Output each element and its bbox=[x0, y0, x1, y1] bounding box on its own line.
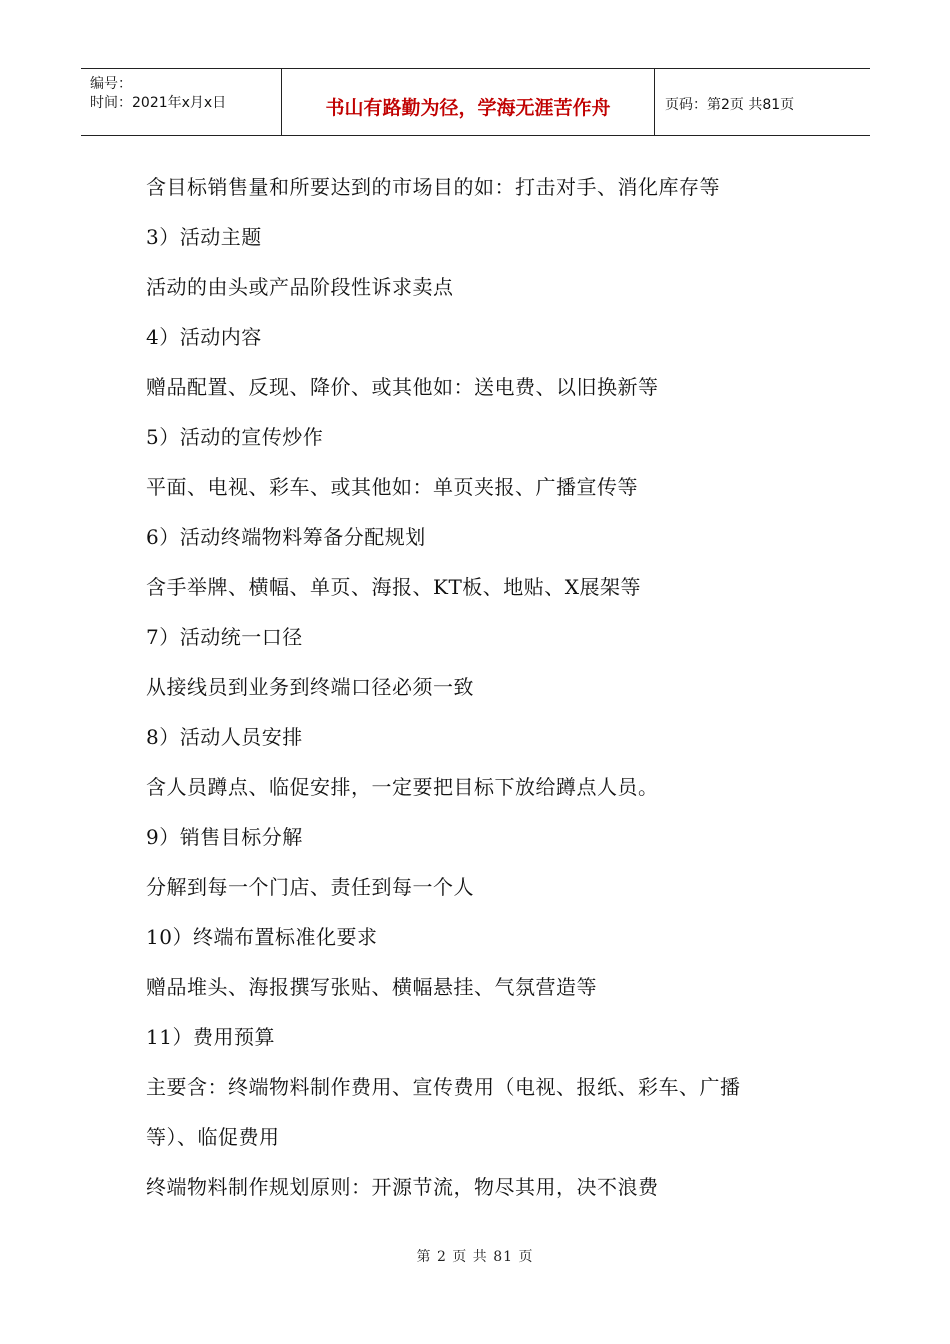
body-line: 含目标销售量和所要达到的市场目的如：打击对手、消化库存等 bbox=[146, 175, 720, 199]
section-heading: 11）费用预算 bbox=[146, 1025, 275, 1049]
body-line: 含手举牌、横幅、单页、海报、KT板、地贴、X展架等 bbox=[146, 575, 642, 599]
header-page-info: 页码：第2页 共81页 bbox=[665, 97, 795, 113]
body-line: 含人员蹲点、临促安排，一定要把目标下放给蹲点人员。 bbox=[146, 775, 659, 799]
header-page-cell bbox=[655, 69, 870, 135]
body-line: 从接线员到业务到终端口径必须一致 bbox=[146, 675, 474, 699]
section-heading: 9）销售目标分解 bbox=[146, 825, 303, 849]
body-line: 活动的由头或产品阶段性诉求卖点 bbox=[146, 275, 454, 299]
document-date: 时间：2021年x月x日 bbox=[90, 95, 227, 111]
header-motto-cell bbox=[282, 69, 655, 135]
section-heading: 7）活动统一口径 bbox=[146, 625, 303, 649]
body-line: 赠品堆头、海报撰写张贴、横幅悬挂、气氛营造等 bbox=[146, 975, 597, 999]
page-header bbox=[81, 68, 870, 136]
body-line: 主要含：终端物料制作费用、宣传费用（电视、报纸、彩车、广播 bbox=[146, 1075, 741, 1099]
section-heading: 3）活动主题 bbox=[146, 225, 262, 249]
section-heading: 8）活动人员安排 bbox=[146, 725, 303, 749]
body-line: 赠品配置、反现、降价、或其他如：送电费、以旧换新等 bbox=[146, 375, 659, 399]
document-body bbox=[146, 162, 826, 1212]
body-line: 分解到每一个门店、责任到每一个人 bbox=[146, 875, 474, 899]
body-line: 平面、电视、彩车、或其他如：单页夹报、广播宣传等 bbox=[146, 475, 638, 499]
header-motto: 书山有路勤为径，学海无涯苦作舟 bbox=[325, 97, 611, 119]
section-heading: 4）活动内容 bbox=[146, 325, 262, 349]
body-line: 终端物料制作规划原则：开源节流，物尽其用，决不浪费 bbox=[146, 1175, 659, 1199]
section-heading: 6）活动终端物料筹备分配规划 bbox=[146, 525, 426, 549]
body-line: 等）、临促费用 bbox=[146, 1125, 280, 1149]
section-heading: 10）终端布置标准化要求 bbox=[146, 925, 378, 949]
section-heading: 5）活动的宣传炒作 bbox=[146, 425, 324, 449]
document-code-label: 编号： bbox=[90, 76, 132, 92]
page-footer: 第 2 页 共 81 页 bbox=[416, 1249, 534, 1265]
header-meta-cell bbox=[81, 69, 282, 135]
